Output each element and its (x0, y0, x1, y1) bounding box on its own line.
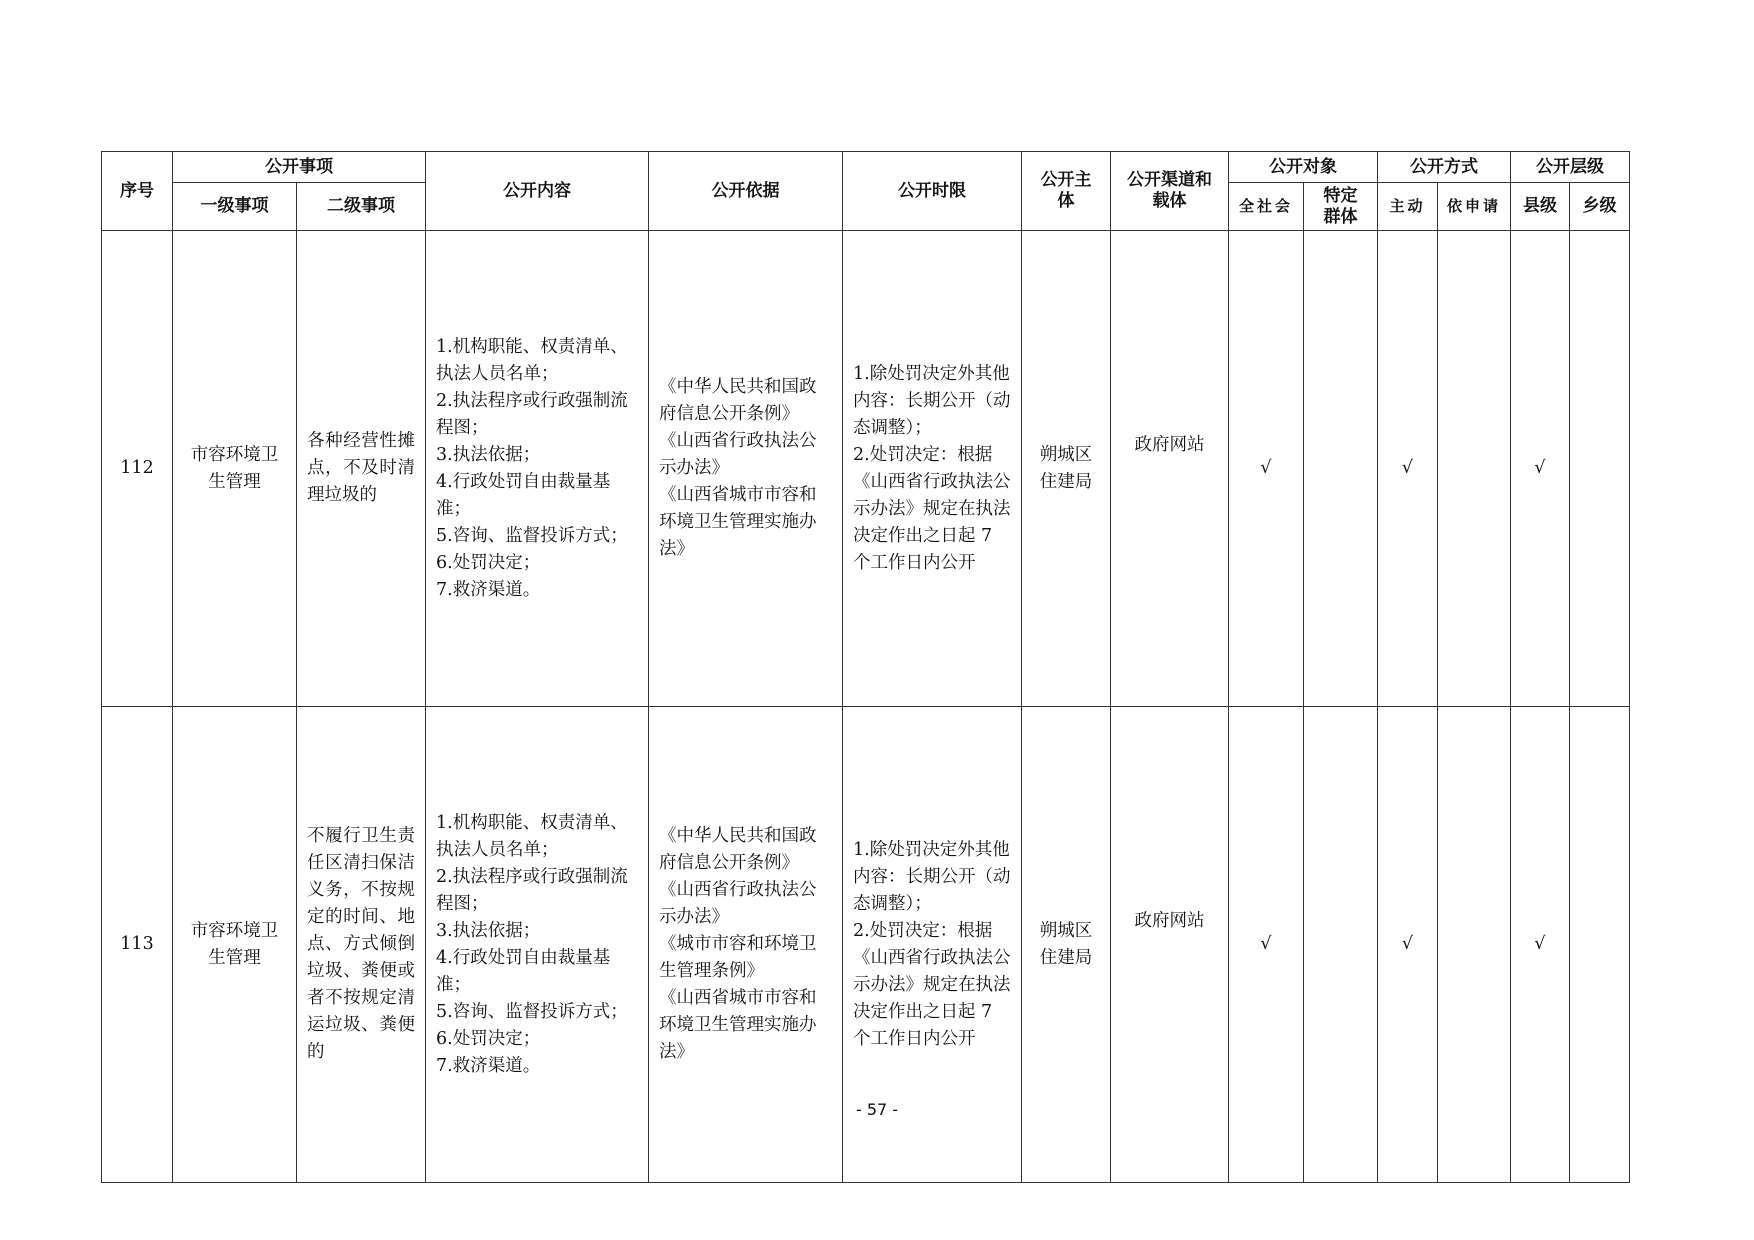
row-method-active: √ (1378, 231, 1438, 707)
table-row (102, 231, 1630, 707)
row-target-specific (1304, 231, 1378, 707)
header-tier-county: 县级 (1511, 183, 1570, 231)
header-method-request: 依申请 (1438, 183, 1511, 231)
row-tier-town (1570, 231, 1630, 707)
row-target-all: √ (1229, 231, 1304, 707)
row-method-active: √ (1378, 707, 1438, 1183)
row-level2: 不履行卫生责任区清扫保洁义务，不按规定的时间、地点、方式倾倒垃圾、粪便或者不按规定清运垃圾、粪便的 (297, 707, 426, 1183)
row-time-limit: 1.除处罚决定外其他内容：长期公开（动态调整）； 2.处罚决定：根据《山西省行政执法公示办法》规定在执法决定作出之日起 7 个工作日内公开 (843, 231, 1022, 707)
row-level2: 各种经营性摊点，不及时清理垃圾的 (297, 231, 426, 707)
row-subject: 朔城区住建局 (1022, 231, 1111, 707)
row-level1: 市容环境卫生管理 (173, 231, 297, 707)
header-tier: 公开层级 (1511, 152, 1630, 183)
row-seq: 112 (102, 231, 173, 707)
row-level1: 市容环境卫生管理 (173, 707, 297, 1183)
row-tier-county: √ (1511, 231, 1570, 707)
header-channel: 公开渠道和载体 (1111, 152, 1229, 231)
row-basis: 《中华人民共和国政府信息公开条例》 《山西省行政执法公示办法》 《城市市容和环境卫生管理条例》 《山西省城市市容和环境卫生管理实施办法》 (649, 707, 843, 1183)
header-level2: 二级事项 (297, 183, 426, 231)
row-content: 1.机构职能、权责清单、执法人员名单； 2.执法程序或行政强制流程图； 3.执法依据； 4.行政处罚自由裁量基准； 5.咨询、监督投诉方式； 6.处罚决定； 7.救济渠道。 (426, 231, 649, 707)
header-target-specific: 特定群体 (1304, 183, 1378, 231)
row-channel: 政府网站 (1111, 231, 1229, 707)
header-method-active: 主动 (1378, 183, 1438, 231)
header-basis: 公开依据 (649, 152, 843, 231)
page-number: - 57 - (855, 1100, 899, 1119)
header-time-limit: 公开时限 (843, 152, 1022, 231)
row-basis: 《中华人民共和国政府信息公开条例》 《山西省行政执法公示办法》 《山西省城市市容和环境卫生管理实施办法》 (649, 231, 843, 707)
row-subject: 朔城区住建局 (1022, 707, 1111, 1183)
header-target: 公开对象 (1229, 152, 1378, 183)
header-matter: 公开事项 (173, 152, 426, 183)
header-seq: 序号 (102, 152, 173, 231)
header-tier-town: 乡级 (1570, 183, 1630, 231)
row-content: 1.机构职能、权责清单、执法人员名单； 2.执法程序或行政强制流程图； 3.执法依据； 4.行政处罚自由裁量基准； 5.咨询、监督投诉方式； 6.处罚决定； 7.救济渠道。 (426, 707, 649, 1183)
header-subject: 公开主体 (1022, 152, 1111, 231)
row-time-limit: 1.除处罚决定外其他内容：长期公开（动态调整）； 2.处罚决定：根据《山西省行政执法公示办法》规定在执法决定作出之日起 7 个工作日内公开 (843, 707, 1022, 1183)
disclosure-table (101, 151, 1630, 1183)
header-target-all: 全社会 (1229, 183, 1304, 231)
header-content: 公开内容 (426, 152, 649, 231)
header-method: 公开方式 (1378, 152, 1511, 183)
row-method-request (1438, 231, 1511, 707)
row-channel: 政府网站 (1111, 707, 1229, 1183)
row-tier-county: √ (1511, 707, 1570, 1183)
header-level1: 一级事项 (173, 183, 297, 231)
header-row-1 (102, 152, 1630, 183)
row-target-all: √ (1229, 707, 1304, 1183)
row-seq: 113 (102, 707, 173, 1183)
